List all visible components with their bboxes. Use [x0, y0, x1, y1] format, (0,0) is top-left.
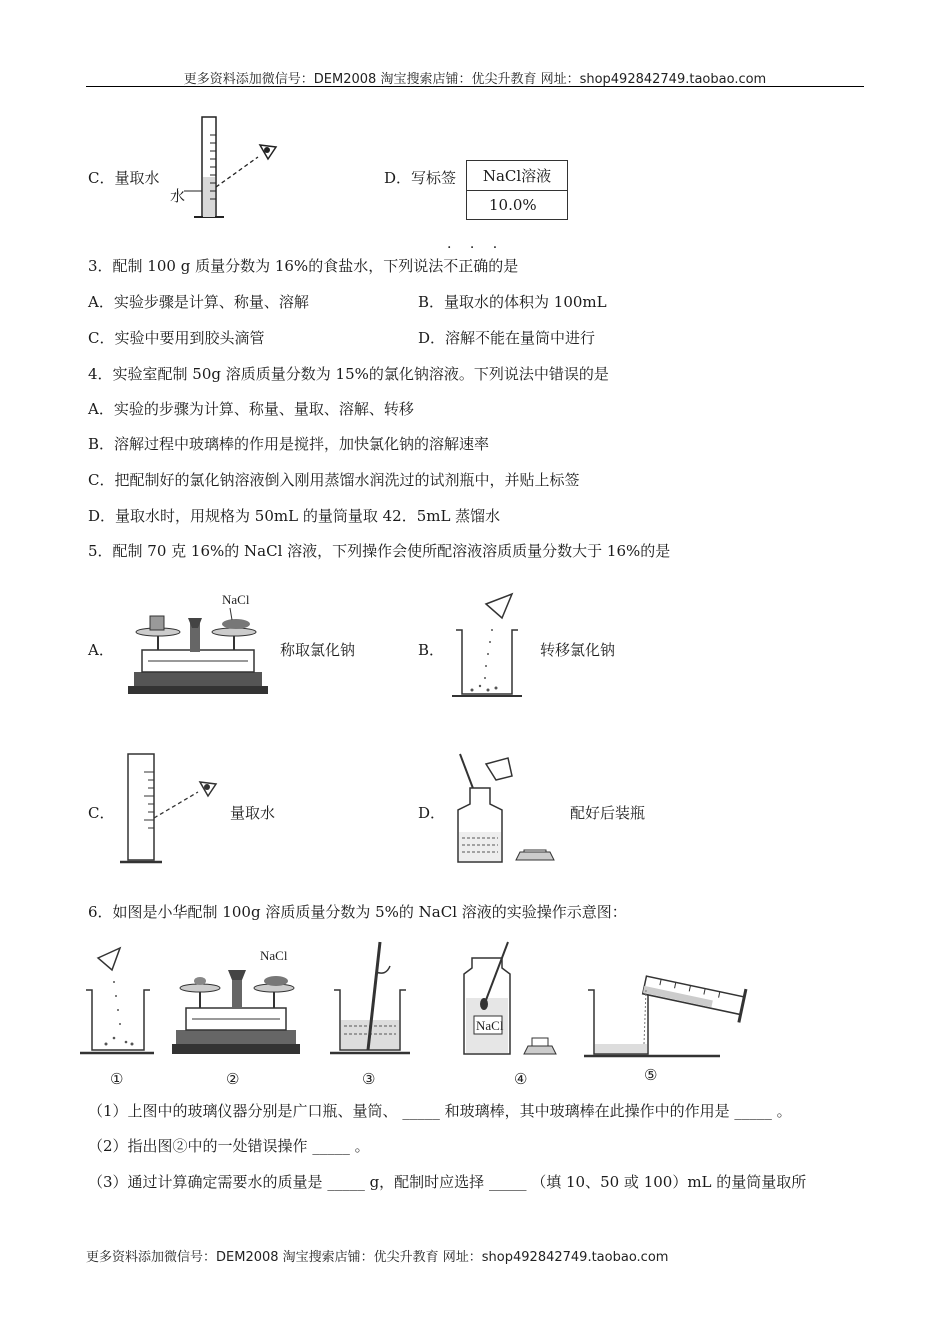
q6-sub-3: （3）通过计算确定需要水的质量是 _____ g，配制时应选择 _____ （填 10、50 或 100）mL 的量筒量取所 — [88, 1173, 807, 1191]
label-line-1: NaCl溶液 — [482, 167, 552, 185]
q5-option-d-text: 配好后装瓶 — [570, 804, 646, 822]
q3-option-b: B．量取水的体积为 100mL — [418, 293, 607, 311]
q3-stem: 3．配制 100 g 质量分数为 16%的食盐水，下列说法不正确的是 — [88, 257, 519, 275]
fig-label-5: ⑤ — [644, 1068, 658, 1084]
label-line-2: 10.0% — [489, 196, 537, 214]
fig-label-4: ④ — [514, 1072, 528, 1088]
q5-option-b-letter: B． — [418, 641, 445, 659]
page-header: 更多资料添加微信号：DEM2008 淘宝搜索店铺：优尖升教育 网址：shop492842749.taobao.com — [183, 72, 767, 87]
q2-water-label: 水 — [170, 187, 186, 205]
q3-option-d: D．溶解不能在量筒中进行 — [418, 329, 596, 347]
q5-option-c-text: 量取水 — [230, 804, 276, 822]
q6-sub-2: （2）指出图②中的一处错误操作 _____ 。 — [88, 1137, 370, 1155]
q5-stem: 5．配制 70 克 16%的 NaCl 溶液，下列操作会使所配溶液溶质质量分数大于 16%的是 — [88, 542, 671, 560]
page-footer: 更多资料添加微信号：DEM2008 淘宝搜索店铺：优尖升教育 网址：shop492842749.taobao.com — [86, 1250, 669, 1265]
q5-option-a-text: 称取氯化钠 — [280, 641, 356, 659]
header-rule — [86, 86, 864, 87]
fig-label-2: ② — [226, 1072, 240, 1088]
q4-option-b: B．溶解过程中玻璃棒的作用是搅拌，加快氯化钠的溶解速率 — [88, 435, 490, 453]
q6-stem: 6．如图是小华配制 100g 溶质质量分数为 5%的 NaCl 溶液的实验操作示意图： — [88, 903, 627, 921]
q2-option-c: C．量取水 — [88, 169, 160, 187]
q5-option-d-letter: D． — [418, 804, 446, 822]
q2-option-d: D．写标签 — [384, 169, 457, 187]
balance-figure — [128, 588, 268, 698]
q5-option-b-text: 转移氯化钠 — [540, 641, 616, 659]
q4-stem: 4．实验室配制 50g 溶质质量分数为 15%的氯化钠溶液。下列说法中错误的是 — [88, 365, 609, 383]
q4-option-c: C．把配制好的氯化钠溶液倒入刚用蒸馏水润洗过的试剂瓶中，并贴上标签 — [88, 471, 580, 489]
bottle-figure-d — [450, 752, 560, 870]
q6-figure-row — [80, 938, 760, 1093]
label-sample — [466, 160, 568, 220]
q3-option-c: C．实验中要用到胶头滴管 — [88, 329, 265, 347]
q3-option-a: A．实验步骤是计算、称量、溶解 — [88, 293, 309, 311]
label-divider — [467, 190, 567, 191]
beaker-pour-figure — [452, 590, 532, 700]
nacl-label-bottle: NaCl — [476, 1018, 504, 1033]
cylinder-reading-figure — [180, 115, 290, 225]
q5-option-c-letter: C． — [88, 804, 115, 822]
fig-label-3: ③ — [362, 1072, 376, 1088]
fig-label-1: ① — [110, 1072, 124, 1088]
nacl-label-a: NaCl — [222, 592, 250, 607]
q4-option-d: D．量取水时，用规格为 50mL 的量筒量取 42．5mL 蒸馏水 — [88, 507, 501, 525]
q5-option-a-letter: A． — [88, 641, 114, 659]
q6-sub-1: （1）上图中的玻璃仪器分别是广口瓶、量筒、 _____ 和玻璃棒，其中玻璃棒在此操作中的作用是 _____ 。 — [88, 1102, 792, 1120]
q4-option-a: A．实验的步骤为计算、称量、量取、溶解、转移 — [88, 400, 414, 418]
nacl-label-scale: NaCl — [260, 948, 288, 963]
cylinder-figure-c — [120, 752, 220, 867]
emphasis-dots: · · · — [447, 240, 505, 256]
